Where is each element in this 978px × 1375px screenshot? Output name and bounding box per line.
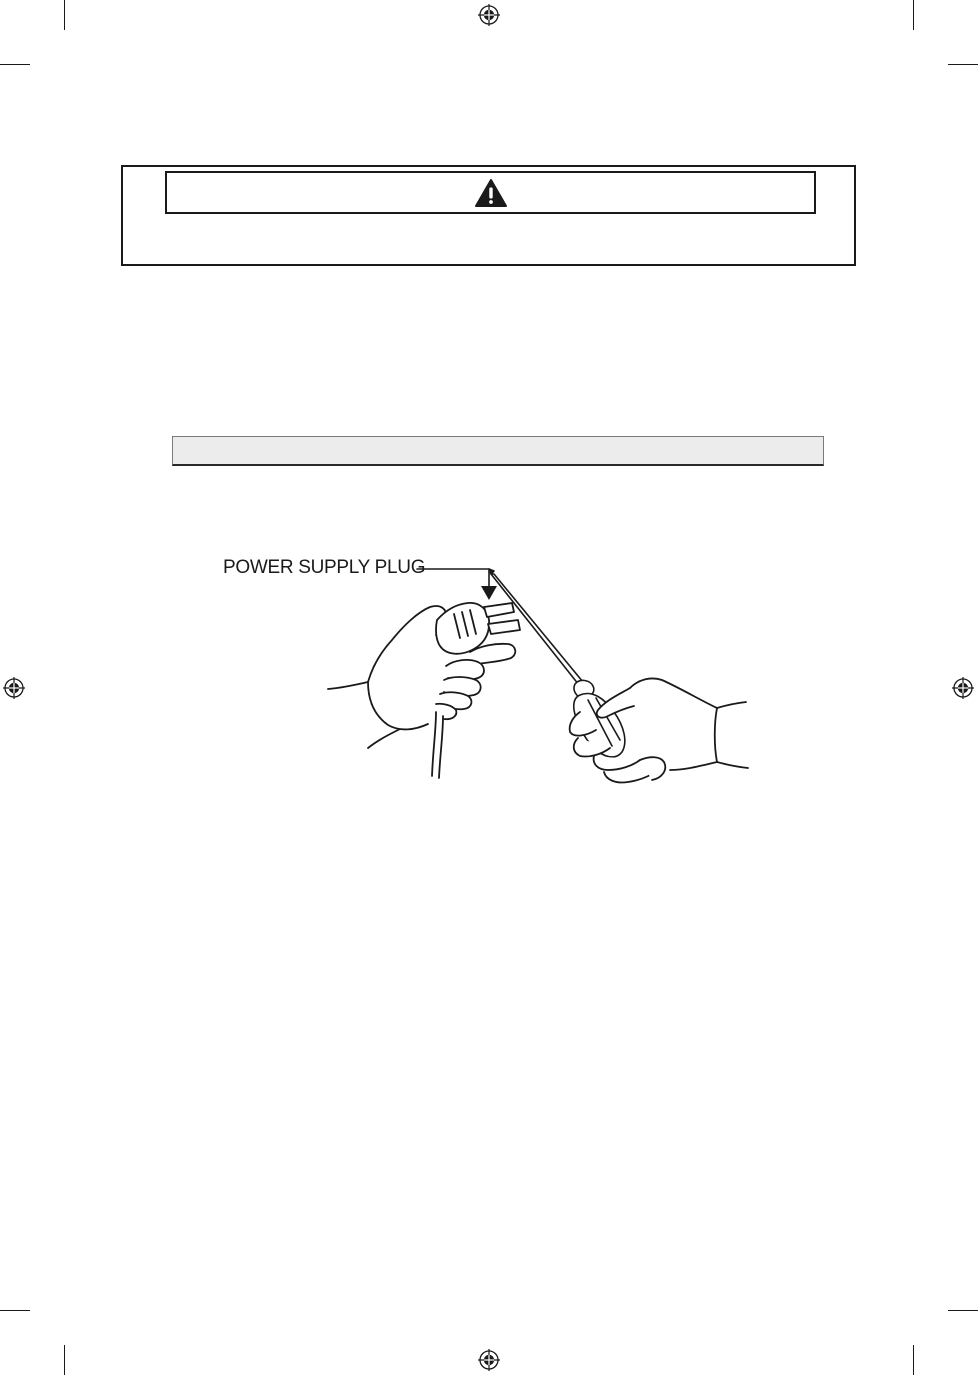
screwdriver-drawing: [489, 569, 625, 757]
left-hand-drawing: [328, 603, 520, 778]
registration-mark-icon: [478, 4, 500, 26]
registration-mark-icon: [3, 677, 25, 699]
warning-body-text: [165, 221, 816, 259]
right-hand-drawing: [570, 678, 748, 782]
warning-triangle-icon: [474, 178, 508, 208]
warning-header: [165, 171, 816, 214]
crop-mark-top-right-horizontal: [948, 64, 978, 65]
power-supply-plug-label: POWER SUPPLY PLUG: [223, 557, 426, 578]
crop-mark-bottom-left-vertical: [64, 1345, 65, 1375]
registration-mark-icon: [952, 677, 974, 699]
registration-mark-icon: [478, 1349, 500, 1371]
crop-mark-top-left-vertical: [64, 0, 65, 30]
crop-mark-bottom-right-horizontal: [948, 1310, 978, 1311]
section-heading: [172, 436, 824, 466]
crop-mark-bottom-left-horizontal: [0, 1310, 30, 1311]
warning-box: [121, 165, 856, 266]
crop-mark-top-left-horizontal: [0, 64, 30, 65]
plug-and-screwdriver-illustration: [210, 548, 770, 788]
crop-mark-top-right-vertical: [913, 0, 914, 30]
crop-mark-bottom-right-vertical: [913, 1345, 914, 1375]
